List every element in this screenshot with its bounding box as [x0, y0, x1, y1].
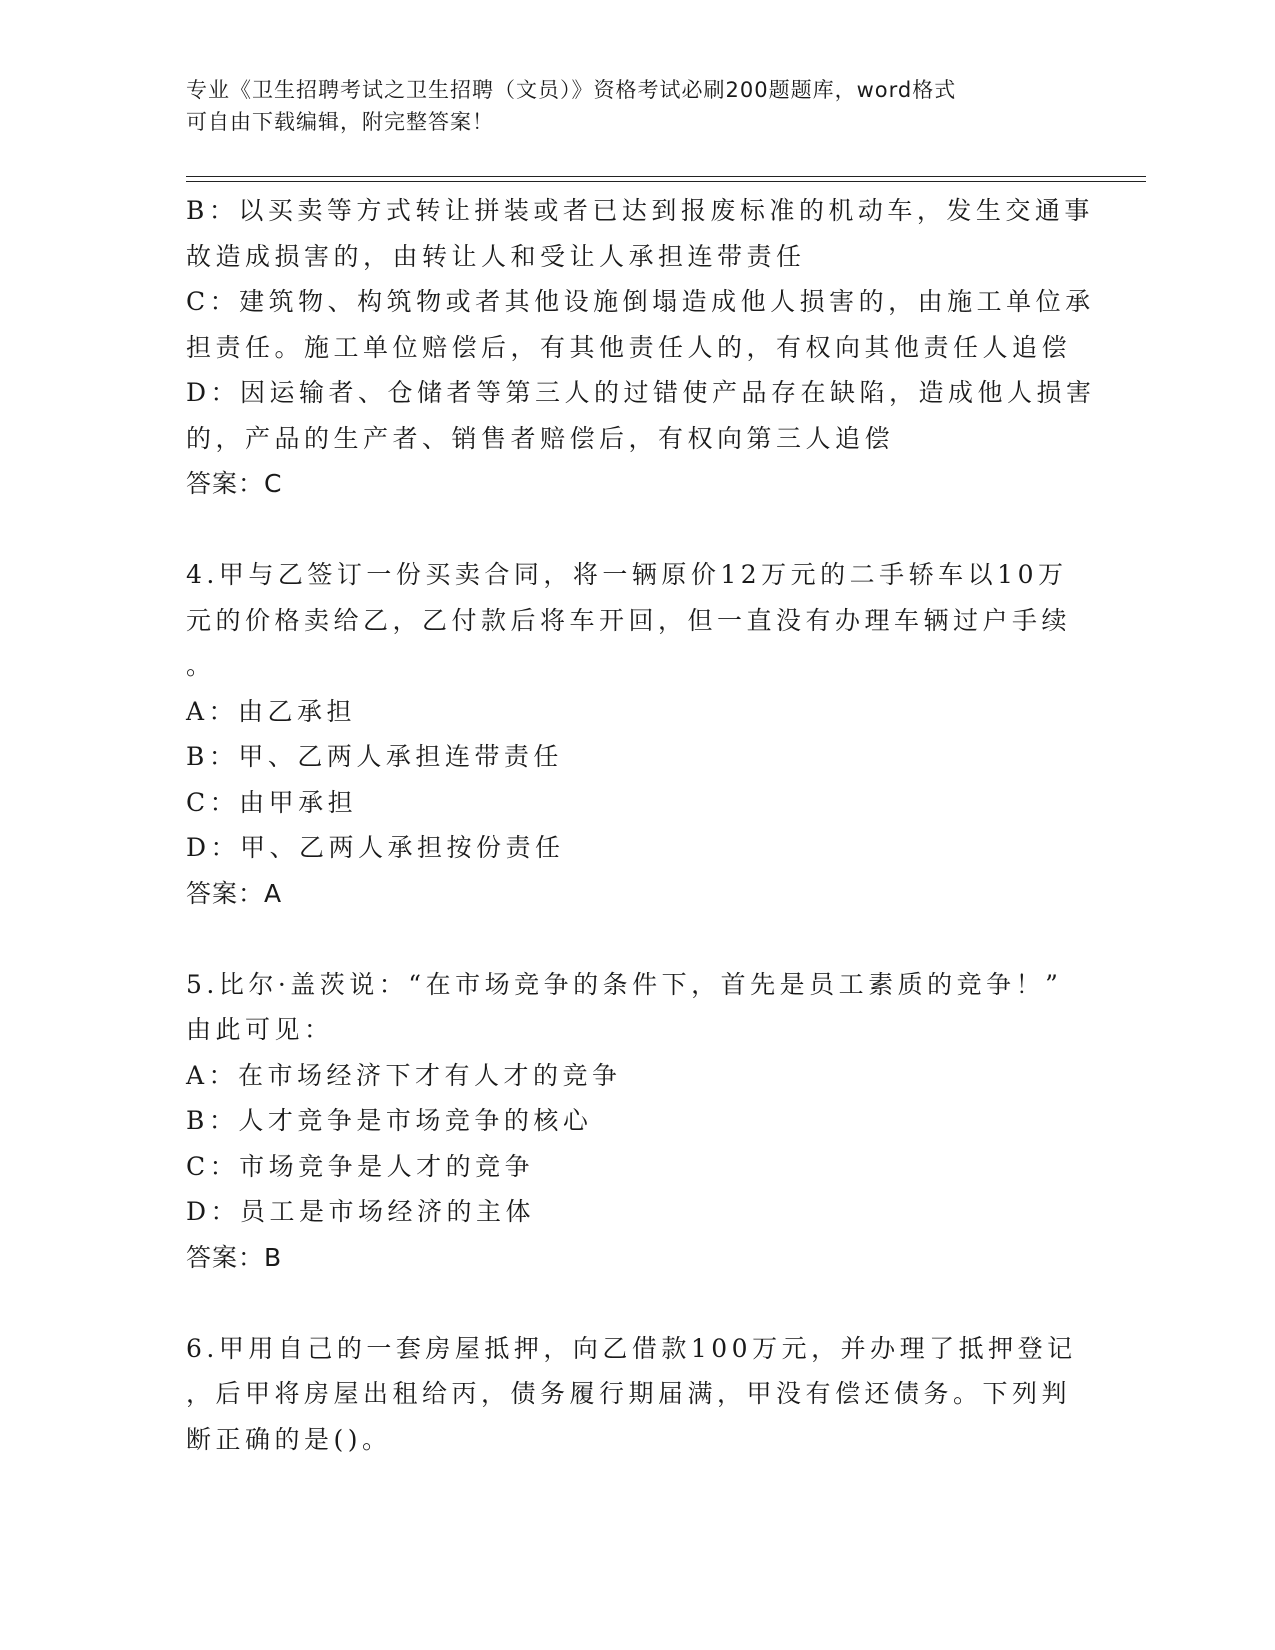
q5-option-b: B：人才竞争是市场竞争的核心 [186, 1106, 593, 1135]
spacer [186, 916, 1086, 962]
question-6-block [186, 1326, 1086, 1463]
q4-stem-line-1: 4.甲与乙签订一份买卖合同，将一辆原价12万元的二手轿车以10万 [186, 560, 1068, 589]
q4-answer: 答案：A [186, 878, 283, 908]
q4-option-d: D：甲、乙两人承担按份责任 [186, 833, 565, 862]
q3-option-b-line-1: B：以买卖等方式转让拼装或者已达到报废标准的机动车，发生交通事 [186, 196, 1094, 225]
q5-option-a: A：在市场经济下才有人才的竞争 [186, 1060, 622, 1090]
question-3-block [186, 188, 1096, 507]
q4-option-b: B：甲、乙两人承担连带责任 [186, 742, 563, 771]
q3-option-c-line-1: C：建筑物、构筑物或者其他设施倒塌造成他人损害的，由施工单位承 [186, 287, 1095, 316]
question-content [186, 188, 1096, 1462]
q4-option-c: C：由甲承担 [186, 787, 358, 817]
q6-stem-line-2: ，后甲将房屋出租给丙，债务履行期届满，甲没有偿还债务。下列判 [186, 1379, 1072, 1408]
spacer [186, 507, 1086, 553]
q3-option-d-line-2: 的，产品的生产者、销售者赔偿后，有权向第三人追偿 [186, 423, 895, 453]
header-rule-secondary [186, 181, 1146, 182]
q3-option-d-line-1: D：因运输者、仓储者等第三人的过错使产品存在缺陷，造成他人损害 [186, 378, 1096, 407]
question-5-block [186, 962, 1086, 1281]
q5-answer: 答案：B [186, 1242, 283, 1272]
header-title-line-2: 可自由下载编辑，附完整答案！ [186, 110, 494, 134]
q6-stem-line-3: 断正确的是()。 [186, 1424, 392, 1454]
q5-option-c: C：市场竞争是人才的竞争 [186, 1151, 535, 1181]
spacer [186, 1280, 1086, 1326]
q4-stem-line-3: 。 [186, 651, 216, 680]
q5-stem-line-2: 由此可见： [186, 1015, 334, 1044]
q3-option-c-line-2: 担责任。施工单位赔偿后，有其他责任人的，有权向其他责任人追偿 [186, 332, 1072, 362]
q5-option-d: D：员工是市场经济的主体 [186, 1197, 536, 1226]
q4-option-a: A：由乙承担 [186, 696, 357, 726]
q3-option-b-line-2: 故造成损害的，由转让人和受让人承担连带责任 [186, 241, 806, 271]
page-header [186, 74, 1086, 138]
question-4-block [186, 552, 1086, 916]
header-title-line-1: 专业《卫生招聘考试之卫生招聘（文员）》资格考试必刷200题题库，word格式 [186, 78, 957, 102]
header-rule [186, 176, 1146, 177]
q5-stem-line-1: 5.比尔·盖茨说：“在市场竞争的条件下，首先是员工素质的竞争！” [186, 969, 1063, 999]
q4-stem-line-2: 元的价格卖给乙，乙付款后将车开回，但一直没有办理车辆过户手续 [186, 605, 1072, 635]
q6-stem-line-1: 6.甲用自己的一套房屋抵押，向乙借款100万元，并办理了抵押登记 [186, 1333, 1077, 1363]
q3-answer: 答案：C [186, 469, 283, 498]
